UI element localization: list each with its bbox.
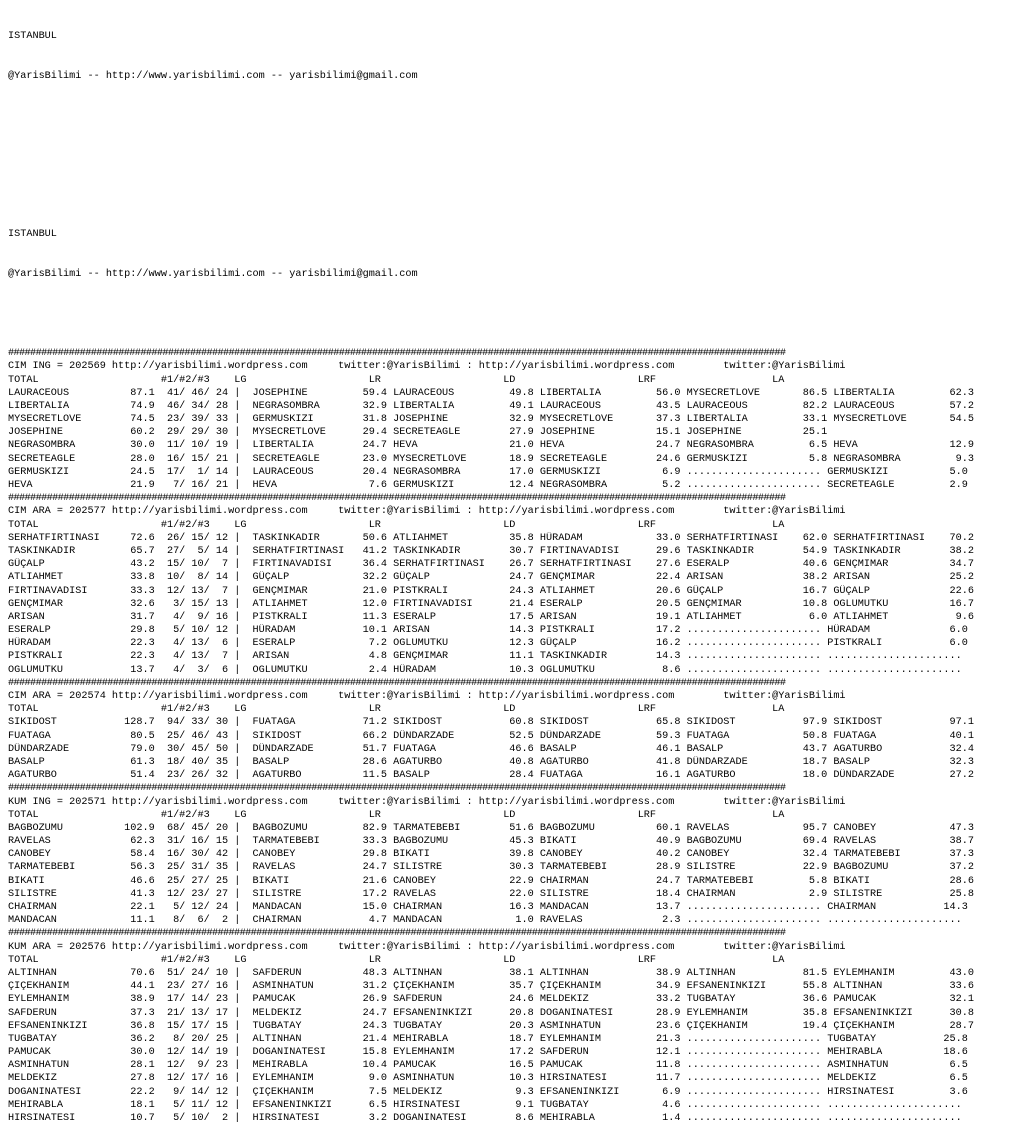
result-row: DÜNDARZADE 79.0 30/ 45/ 50 | DÜNDARZADE 51.7 FUATAGA 46.6 BASALP 46.1 BASALP 43.7 AGATURBO 32.4 [8,743,974,755]
city-line: ISTANBUL [8,31,57,43]
result-row: CHAIRMAN 22.1 5/ 12/ 24 | MANDACAN 15.0 CHAIRMAN 16.3 MANDACAN 13.7 ...................... CHAIRMAN 14.3 [8,902,968,914]
race-section [8,492,1024,677]
result-row: TASKINKADIR 65.7 27/ 5/ 14 | SERHATFIRTINASI 41.2 TASKINKADIR 30.7 FIRTINAVADISI 29.6 TASKINKADIR 54.9 TASKINKADIR 38.2 [8,545,974,557]
race-title: KUM ARA = 202576 http://yarisbilimi.wordpress.com twitter:@YarisBilimi : http://yarisbilimi.wordpress.com twitter:@YarisBilimi [8,941,846,953]
separator-line: ############################################################################################################################################# [8,348,786,360]
separator-line: ############################################################################################################################################# [8,783,786,795]
result-row: SECRETEAGLE 28.0 16/ 15/ 21 | SECRETEAGLE 23.0 MYSECRETLOVE 18.9 SECRETEAGLE 24.6 GERMUSKIZI 5.8 NEGRASOMBRA 9.3 [8,453,974,465]
spacer [8,110,1024,123]
result-row: PAMUCAK 30.0 12/ 14/ 19 | DOGANINATESI 15.8 EYLEMHANIM 17.2 SAFDERUN 12.1 ...................... MEHIRABLA 18.6 [8,1047,968,1059]
column-header: TOTAL #1/#2/#3 LG LR LD LRF LA [8,954,785,966]
result-row: GÜÇALP 43.2 15/ 10/ 7 | FIRTINAVADISI 36.4 SERHATFIRTINASI 26.7 SERHATFIRTINASI 27.6 ESERALP 40.6 GENÇMIMAR 34.7 [8,559,974,571]
result-row: MELDEKIZ 27.8 12/ 17/ 16 | EYLEMHANIM 9.0 ASMINHATUN 10.3 HIRSINATESI 11.7 ...................... MELDEKIZ 6.5 [8,1073,968,1085]
result-row: HIRSINATESI 10.7 5/ 10/ 2 | HIRSINATESI 3.2 DOGANINATESI 8.6 MEHIRABLA 1.4 ...................... ...................... [8,1113,962,1125]
race-title: KUM ING = 202571 http://yarisbilimi.wordpress.com twitter:@YarisBilimi : http://yarisbilimi.wordpress.com twitter:@YarisBilimi [8,796,846,808]
result-row: PISTKRALI 22.3 4/ 13/ 7 | ARISAN 4.8 GENÇMIMAR 11.1 TASKINKADIR 14.3 ...................... ...................... [8,651,962,663]
result-row: JOSEPHINE 60.2 29/ 29/ 30 | MYSECRETLOVE 29.4 SECRETEAGLE 27.9 JOSEPHINE 15.1 JOSEPHINE 25.1 [8,427,828,439]
column-header: TOTAL #1/#2/#3 LG LR LD LRF LA [8,374,785,386]
column-header: TOTAL #1/#2/#3 LG LR LD LRF LA [8,704,785,716]
result-row: ALTINHAN 70.6 51/ 24/ 10 | SAFDERUN 48.3 ALTINHAN 38.1 ALTINHAN 38.9 ALTINHAN 81.5 EYLEMHANIM 43.0 [8,967,974,979]
result-row: GENÇMIMAR 32.6 3/ 15/ 13 | ATLIAHMET 12.0 FIRTINAVADISI 21.4 ESERALP 20.5 GENÇMIMAR 10.8 OGLUMUTKU 16.7 [8,598,974,610]
result-row: EYLEMHANIM 38.9 17/ 14/ 23 | PAMUCAK 26.9 SAFDERUN 24.6 MELDEKIZ 33.2 TUGBATAY 36.6 PAMUCAK 32.1 [8,994,974,1006]
result-row: SILISTRE 41.3 12/ 23/ 27 | SILISTRE 17.2 RAVELAS 22.0 SILISTRE 18.4 CHAIRMAN 2.9 SILISTRE 25.8 [8,888,974,900]
result-row: LAURACEOUS 87.1 41/ 46/ 24 | JOSEPHINE 59.4 LAURACEOUS 49.8 LIBERTALIA 56.0 MYSECRETLOVE 86.5 LIBERTALIA 62.3 [8,387,974,399]
result-row: SIKIDOST 128.7 94/ 33/ 30 | FUATAGA 71.2 SIKIDOST 60.8 SIKIDOST 65.8 SIKIDOST 97.9 SIKIDOST 97.1 [8,717,974,729]
result-row: CANOBEY 58.4 16/ 30/ 42 | CANOBEY 29.8 BIKATI 39.8 CANOBEY 40.2 CANOBEY 32.4 TARMATEBEBI 37.3 [8,849,974,861]
result-row: FIRTINAVADISI 33.3 12/ 13/ 7 | GENÇMIMAR 21.0 PISTKRALI 24.3 ATLIAHMET 20.6 GÜÇALP 16.7 GÜÇALP 22.6 [8,585,974,597]
spacer [8,189,1024,202]
race-title: CIM ARA = 202577 http://yarisbilimi.wordpress.com twitter:@YarisBilimi : http://yarisbilimi.wordpress.com twitter:@YarisBilimi [8,506,846,518]
result-row: NEGRASOMBRA 30.0 11/ 10/ 19 | LIBERTALIA 24.7 HEVA 21.0 HEVA 24.7 NEGRASOMBRA 6.5 HEVA 12.9 [8,440,974,452]
result-row: HEVA 21.9 7/ 16/ 21 | HEVA 7.6 GERMUSKIZI 12.4 NEGRASOMBRA 5.2 ...................... SECRETEAGLE 2.9 [8,480,968,492]
result-row: ASMINHATUN 28.1 12/ 9/ 23 | MEHIRABLA 10.4 PAMUCAK 16.5 PAMUCAK 11.8 ...................... ASMINHATUN 6.5 [8,1060,968,1072]
result-row: MEHIRABLA 18.1 5/ 11/ 12 | EFSANENINKIZI 6.5 HIRSINATESI 9.1 TUGBATAY 4.6 ...................... ...................... [8,1099,962,1111]
contact-line: @YarisBilimi -- http://www.yarisbilimi.com -- yarisbilimi@gmail.com [8,71,418,82]
result-row: FUATAGA 80.5 25/ 46/ 43 | SIKIDOST 66.2 DÜNDARZADE 52.5 DÜNDARZADE 59.3 FUATAGA 50.8 FUATAGA 40.1 [8,730,974,742]
separator-line: ############################################################################################################################################# [8,493,786,505]
result-row: RAVELAS 62.3 31/ 16/ 15 | TARMATEBEBI 33.3 BAGBOZUMU 45.3 BIKATI 40.9 BAGBOZUMU 69.4 RAVELAS 38.7 [8,836,974,848]
result-row: AGATURBO 51.4 23/ 26/ 32 | AGATURBO 11.5 BASALP 28.4 FUATAGA 16.1 AGATURBO 18.0 DÜNDARZADE 27.2 [8,770,974,782]
result-row: HÜRADAM 22.3 4/ 13/ 6 | ESERALP 7.2 OGLUMUTKU 12.3 GÜÇALP 16.2 ...................... PISTKRALI 6.0 [8,638,968,650]
result-row: TUGBATAY 36.2 8/ 20/ 25 | ALTINHAN 21.4 MEHIRABLA 18.7 EYLEMHANIM 21.3 ...................... TUGBATAY 25.8 [8,1033,968,1045]
spacer [8,308,1024,321]
result-row: MYSECRETLOVE 74.5 23/ 39/ 33 | GERMUSKIZI 31.8 JOSEPHINE 32.9 MYSECRETLOVE 37.3 LIBERTALIA 33.1 MYSECRETLOVE 54.5 [8,414,974,426]
result-row: BIKATI 46.6 25/ 27/ 25 | BIKATI 21.6 CANOBEY 22.9 CHAIRMAN 24.7 TARMATEBEBI 5.8 BIKATI 28.6 [8,875,974,887]
result-row: DOGANINATESI 22.2 9/ 14/ 12 | ÇIÇEKHANIM 7.5 MELDEKIZ 9.3 EFSANENINKIZI 6.9 ...................... HIRSINATESI 3.6 [8,1086,968,1098]
result-row: GERMUSKIZI 24.5 17/ 1/ 14 | LAURACEOUS 20.4 NEGRASOMBRA 17.0 GERMUSKIZI 6.9 ...................... GERMUSKIZI 5.0 [8,466,968,478]
result-row: SAFDERUN 37.3 21/ 13/ 17 | MELDEKIZ 24.7 EFSANENINKIZI 20.8 DOGANINATESI 28.9 EYLEMHANIM 35.8 EFSANENINKIZI 30.8 [8,1007,974,1019]
result-row: LIBERTALIA 74.9 46/ 34/ 28 | NEGRASOMBRA 32.9 LIBERTALIA 49.1 LAURACEOUS 43.5 LAURACEOUS 82.2 LAURACEOUS 57.2 [8,400,974,412]
result-row: MANDACAN 11.1 8/ 6/ 2 | CHAIRMAN 4.7 MANDACAN 1.0 RAVELAS 2.3 ...................... ...................... [8,915,962,927]
separator-line: ############################################################################################################################################# [8,928,786,940]
contact-line: @YarisBilimi -- http://www.yarisbilimi.com -- yarisbilimi@gmail.com [8,268,418,280]
race-section [8,677,1024,783]
result-row: EFSANENINKIZI 36.8 15/ 17/ 15 | TUGBATAY 24.3 TUGBATAY 20.3 ASMINHATUN 23.6 ÇIÇEKHANIM 19.4 ÇIÇEKHANIM 28.7 [8,1020,974,1032]
race-title: CIM ING = 202569 http://yarisbilimi.wordpress.com twitter:@YarisBilimi : http://yarisbilimi.wordpress.com twitter:@YarisBilimi [8,361,846,373]
result-row: ESERALP 29.8 5/ 10/ 12 | HÜRADAM 10.1 ARISAN 14.3 PISTKRALI 17.2 ...................... HÜRADAM 6.0 [8,625,968,637]
result-row: TARMATEBEBI 56.3 25/ 31/ 35 | RAVELAS 24.7 SILISTRE 30.3 TARMATEBEBI 28.9 SILISTRE 22.9 BAGBOZUMU 37.2 [8,862,974,874]
result-row: BASALP 61.3 18/ 40/ 35 | BASALP 28.6 AGATURBO 40.8 AGATURBO 41.8 DÜNDARZADE 18.7 BASALP 32.3 [8,756,974,768]
race-section [8,347,1024,492]
column-header: TOTAL #1/#2/#3 LG LR LD LRF LA [8,519,785,531]
race-section [8,927,1024,1125]
race-section [8,782,1024,927]
race-sections [8,347,1024,1125]
spacer [8,149,1024,162]
result-row: ARISAN 31.7 4/ 9/ 16 | PISTKRALI 11.3 ESERALP 17.5 ARISAN 19.1 ATLIAHMET 6.0 ATLIAHMET 9.6 [8,611,974,623]
result-row: BAGBOZUMU 102.9 68/ 45/ 20 | BAGBOZUMU 82.9 TARMATEBEBI 51.6 BAGBOZUMU 60.1 RAVELAS 95.7 CANOBEY 47.3 [8,822,974,834]
result-row: SERHATFIRTINASI 72.6 26/ 15/ 12 | TASKINKADIR 50.6 ATLIAHMET 35.8 HÜRADAM 33.0 SERHATFIRTINASI 62.0 SERHATFIRTINASI 70.2 [8,532,974,544]
race-title: CIM ARA = 202574 http://yarisbilimi.wordpress.com twitter:@YarisBilimi : http://yarisbilimi.wordpress.com twitter:@YarisBilimi [8,691,846,703]
city-line: ISTANBUL [8,229,57,241]
result-row: ÇIÇEKHANIM 44.1 23/ 27/ 16 | ASMINHATUN 31.2 ÇIÇEKHANIM 35.7 ÇIÇEKHANIM 34.9 EFSANENINKIZI 55.8 ALTINHAN 33.6 [8,981,974,993]
result-row: ATLIAHMET 33.8 10/ 8/ 14 | GÜÇALP 32.2 GÜÇALP 24.7 GENÇMIMAR 22.4 ARISAN 38.2 ARISAN 25.2 [8,572,974,584]
separator-line: ############################################################################################################################################# [8,677,786,689]
column-header: TOTAL #1/#2/#3 LG LR LD LRF LA [8,809,785,821]
result-row: OGLUMUTKU 13.7 4/ 3/ 6 | OGLUMUTKU 2.4 HÜRADAM 10.3 OGLUMUTKU 8.6 ...................... ...................... [8,664,962,676]
